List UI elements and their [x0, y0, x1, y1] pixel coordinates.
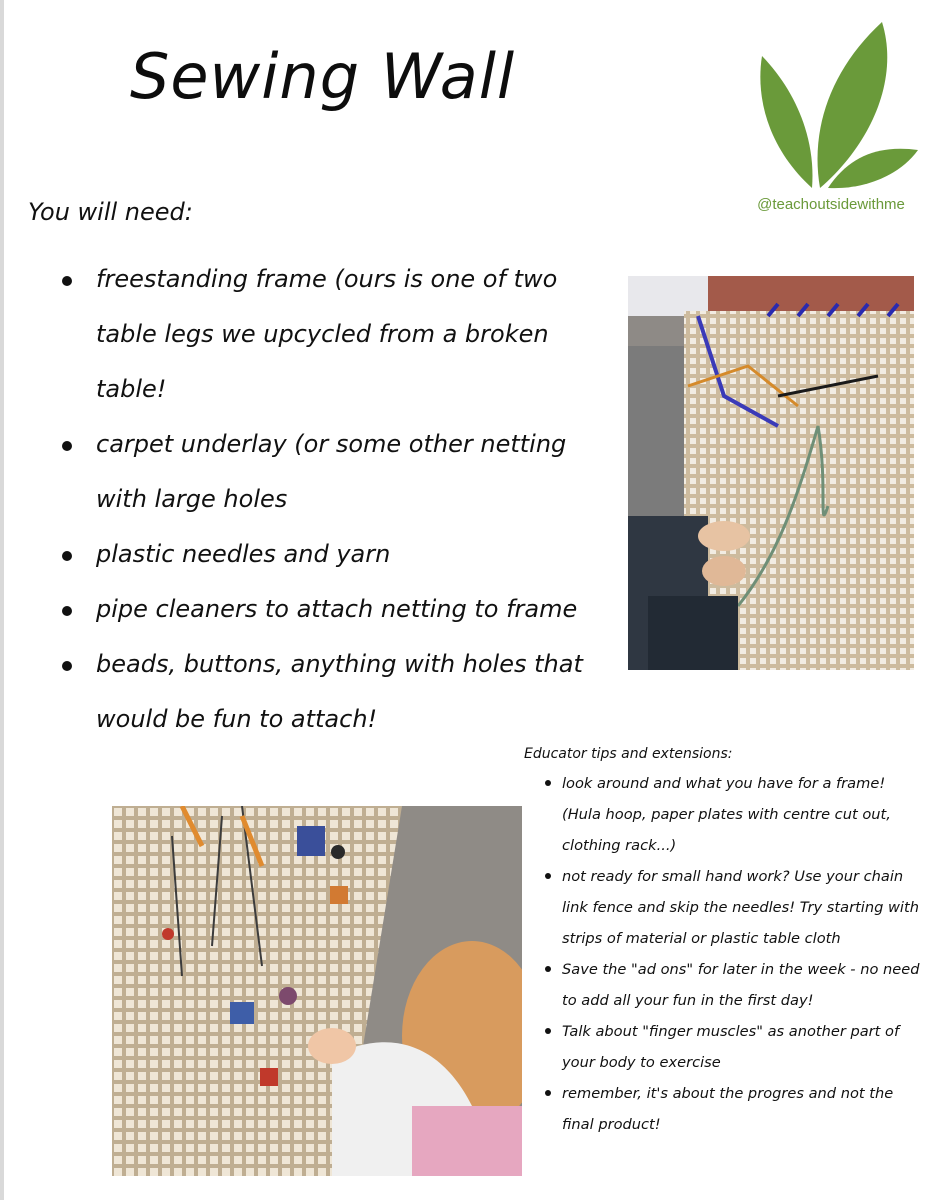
social-handle: @teachoutsidewithme [757, 196, 905, 213]
materials-item: pipe cleaners to attach netting to frame [62, 582, 622, 637]
materials-item: freestanding frame (ours is one of two table legs we upcycled from a broken table! [62, 252, 622, 417]
photo-sewing-frame [628, 276, 914, 670]
page-left-edge [0, 0, 4, 1200]
materials-item: beads, buttons, anything with holes that would be fun to attach! [62, 637, 622, 747]
tips-item: not ready for small hand work? Use your chain link fence and skip the needles! Try starting with strips of material or plastic table cloth [524, 861, 924, 954]
tips-item: look around and what you have for a frame! (Hula hoop, paper plates with centre cut out, clothing rack...) [524, 768, 924, 861]
tips-heading: Educator tips and extensions: [524, 746, 733, 762]
materials-item: carpet underlay (or some other netting with large holes [62, 417, 622, 527]
photo-child-beading [112, 806, 522, 1176]
materials-heading: You will need: [28, 198, 193, 226]
tips-item: Talk about "finger muscles" as another part of your body to exercise [524, 1016, 924, 1078]
leaf-sprout-icon [750, 20, 920, 192]
tips-item: remember, it's about the progres and not the final product! [524, 1078, 924, 1140]
materials-list [62, 252, 622, 747]
tips-item: Save the "ad ons" for later in the week - no need to add all your fun in the first day! [524, 954, 924, 1016]
materials-item: plastic needles and yarn [62, 527, 622, 582]
tips-list [524, 768, 924, 1140]
educator-tips [524, 746, 924, 1140]
page-title: Sewing Wall [130, 40, 516, 113]
